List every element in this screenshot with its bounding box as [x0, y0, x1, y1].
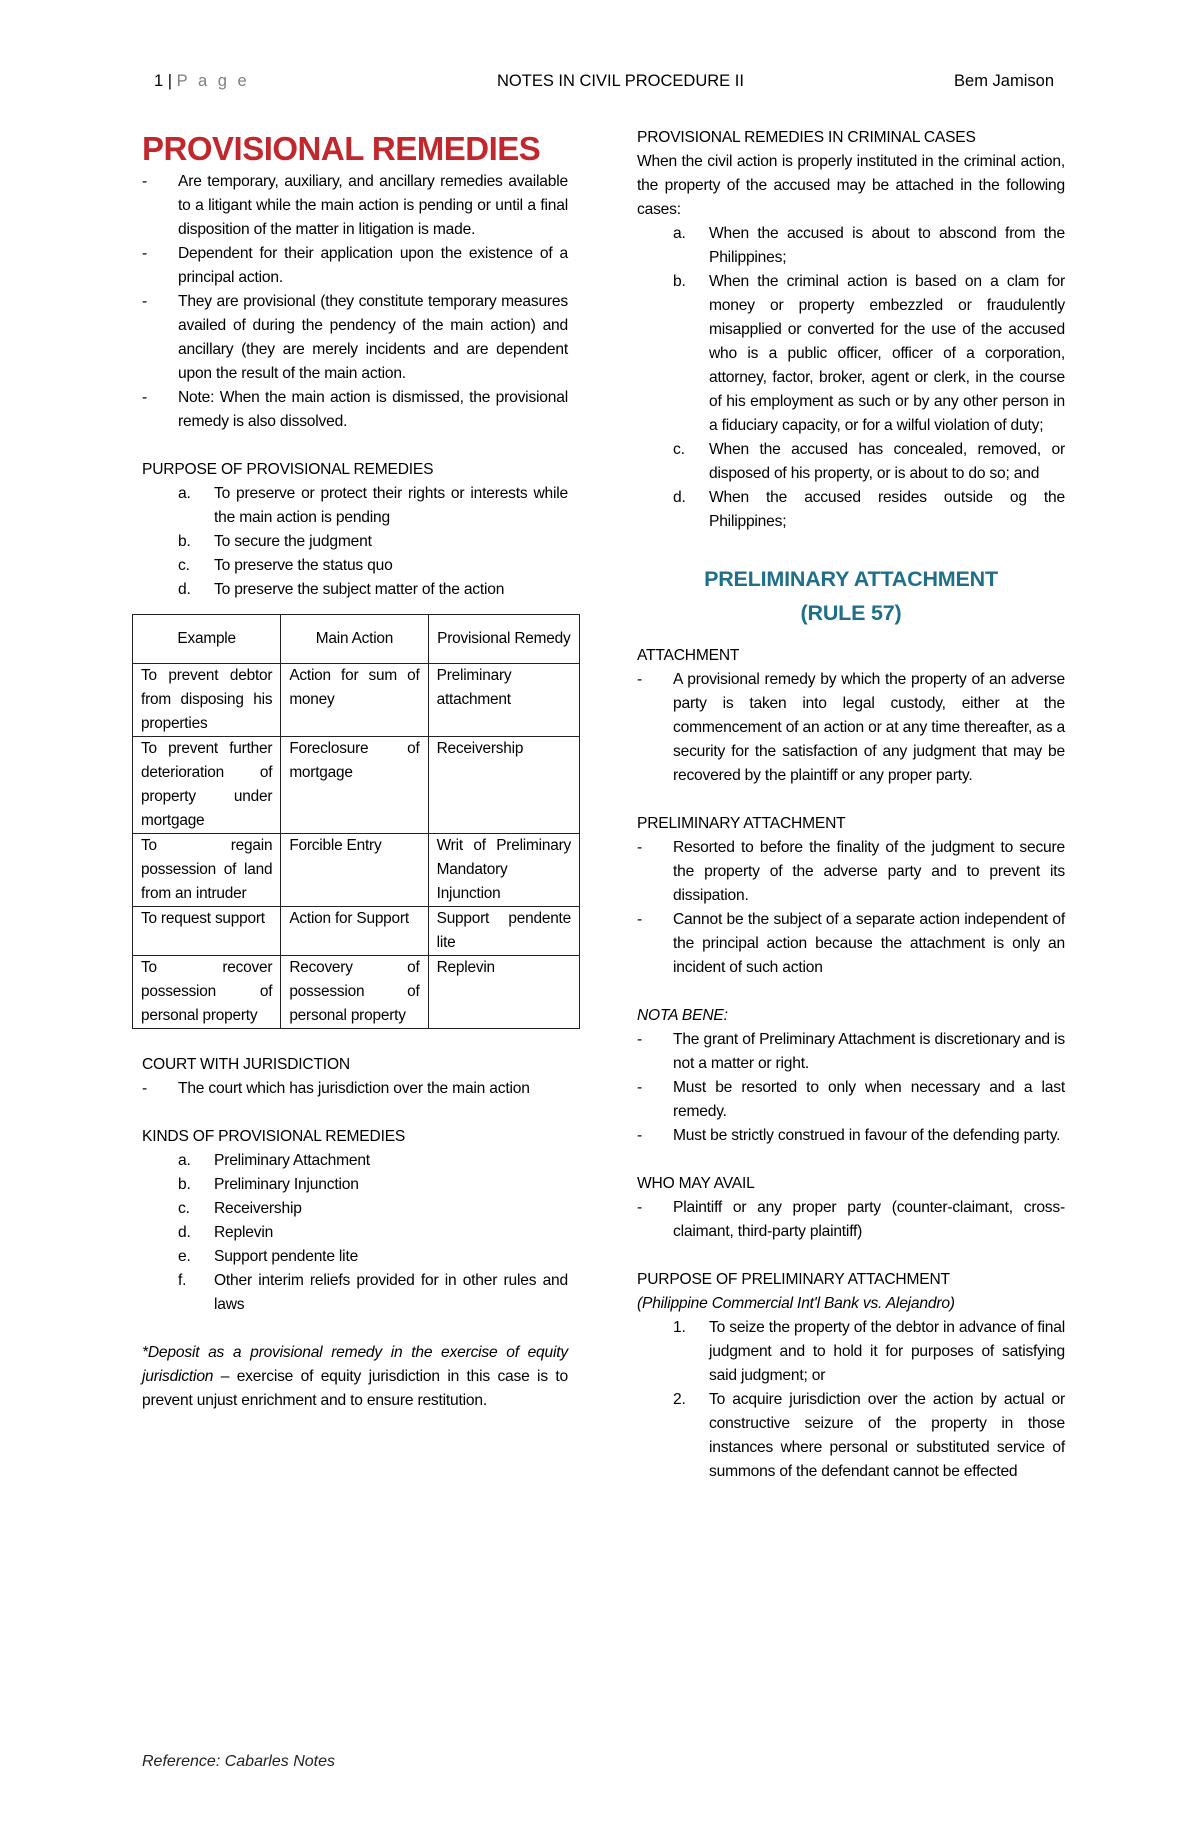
section-subtitle: (RULE 57)	[800, 601, 902, 625]
list-item: - Resorted to before the finality of the judgment to secure the property of the adverse party and to prevent its dissipation.	[637, 836, 1065, 908]
list-item	[637, 1388, 1065, 1484]
avail-list	[637, 1196, 1065, 1244]
table-cell: Action for sum of money	[281, 664, 428, 737]
section-heading: PROVISIONAL REMEDIES IN CRIMINAL CASES	[637, 129, 976, 146]
remedy-table	[132, 614, 580, 1029]
left-column	[141, 128, 571, 1413]
list-text: When the accused is about to abscond from the Philippines;	[709, 225, 1065, 266]
table-cell: Receivership	[428, 737, 579, 834]
page-number: 1	[154, 72, 164, 90]
list-item: - Dependent for their application upon the existence of a principal action.	[142, 242, 568, 290]
list-item	[637, 486, 1065, 534]
table-cell: To prevent debtor from disposing his properties	[133, 664, 281, 737]
list-text: To preserve the subject matter of the action	[214, 581, 505, 598]
nota-list	[637, 1028, 1065, 1148]
list-item: - Must be strictly construed in favour of the defending party.	[637, 1124, 1065, 1148]
list-text: To secure the judgment	[214, 533, 372, 550]
list-text: Other interim reliefs provided for in other rules and laws	[214, 1272, 568, 1313]
document-title: NOTES IN CIVIL PROCEDURE II	[497, 72, 744, 90]
list-marker: d.	[178, 1224, 191, 1241]
page-footer: Reference: Cabarles Notes	[142, 1753, 335, 1770]
author-name: Bem Jamison	[954, 72, 1054, 90]
list-item	[142, 554, 568, 578]
list-text: Preliminary Attachment	[214, 1152, 370, 1169]
list-item	[142, 1269, 568, 1317]
table-cell: Preliminary attachment	[428, 664, 579, 737]
list-marker: d.	[673, 489, 686, 506]
main-title: PROVISIONAL REMEDIES	[142, 130, 541, 167]
table-header-cell: Provisional Remedy	[428, 615, 579, 664]
list-item: - Plaintiff or any proper party (counter-claimant, cross-claimant, third-party plaintiff)	[637, 1196, 1065, 1244]
list-item	[142, 578, 568, 602]
table-cell: Foreclosure of mortgage	[281, 737, 428, 834]
list-item: - The grant of Preliminary Attachment is discretionary and is not a matter or right.	[637, 1028, 1065, 1076]
list-marker: a.	[178, 485, 191, 502]
list-item	[142, 482, 568, 530]
list-text: Support pendente lite	[214, 1248, 359, 1265]
table-row	[133, 834, 580, 907]
list-text: Receivership	[214, 1200, 302, 1217]
page-word: P a g e	[176, 72, 250, 90]
list-item: - They are provisional (they constitute temporary measures availed of during the pendency of the main action) and ancillary (they are merely incidents and are dependent upon the result of the main action.	[142, 290, 568, 386]
list-item: - Are temporary, auxiliary, and ancillary remedies available to a litigant while the main action is pending or until a final disposition of the matter in litigation is made.	[142, 170, 568, 242]
right-column	[637, 126, 1065, 1484]
table-row	[133, 664, 580, 737]
prelim-list	[637, 836, 1065, 980]
list-text: When the accused has concealed, removed, or disposed of his property, or is about to do so; and	[709, 441, 1065, 482]
table-cell: Support pendente lite	[428, 907, 579, 956]
court-list	[142, 1077, 568, 1101]
section-heading: COURT WITH JURISDICTION	[142, 1056, 350, 1073]
intro-list	[142, 170, 568, 434]
deposit-note-italic: *Deposit as a provisional remedy in the exercise of equity jurisdiction	[142, 1344, 568, 1385]
table-row	[133, 956, 580, 1029]
list-item	[142, 1197, 568, 1221]
section-heading: PRELIMINARY ATTACHMENT	[637, 815, 846, 832]
list-marker: b.	[178, 533, 191, 550]
table-cell: Forcible Entry	[281, 834, 428, 907]
paragraph: When the civil action is properly instituted in the criminal action, the property of the accused may be attached in the following cases:	[637, 153, 1065, 218]
list-marker: b.	[673, 273, 686, 290]
section-heading: KINDS OF PROVISIONAL REMEDIES	[142, 1128, 406, 1145]
table-header-cell: Example	[133, 615, 281, 664]
list-text: To acquire jurisdiction over the action by actual or constructive seizure of the property in those instances where personal or substituted service of summons of the defendant cannot be effected	[709, 1391, 1065, 1480]
list-item: - The court which has jurisdiction over the main action	[142, 1077, 568, 1101]
list-item: - Must be resorted to only when necessary and a last remedy.	[637, 1076, 1065, 1124]
section-title: PRELIMINARY ATTACHMENT	[704, 567, 998, 591]
list-text: To seize the property of the debtor in advance of final judgment and to hold it for purposes of satisfying said judgment; or	[709, 1319, 1065, 1384]
list-marker: c.	[178, 557, 190, 574]
list-item	[637, 438, 1065, 486]
kinds-list	[142, 1149, 568, 1317]
list-marker: a.	[673, 225, 686, 242]
list-text: To preserve the status quo	[214, 557, 393, 574]
table-header-cell: Main Action	[281, 615, 428, 664]
list-text: Preliminary Injunction	[214, 1176, 359, 1193]
list-item	[142, 530, 568, 554]
table-row	[133, 907, 580, 956]
list-item	[637, 222, 1065, 270]
table-cell: Replevin	[428, 956, 579, 1029]
list-item: - Note: When the main action is dismissed, the provisional remedy is also dissolved.	[142, 386, 568, 434]
table-cell: Recovery of possession of personal property	[281, 956, 428, 1029]
list-text: When the accused resides outside og the Philippines;	[709, 489, 1065, 530]
list-text: When the criminal action is based on a clam for money or property embezzled or fraudulently misapplied or converted for the use of the accused who is a public officer, officer of a corporation, attorney, factor, broker, agent or clerk, in the course of his employment as such or by any other person in a fiduciary capacity, or for a wilful violation of duty;	[709, 273, 1065, 434]
list-marker: b.	[178, 1176, 191, 1193]
list-item	[637, 270, 1065, 438]
table-cell: To recover possession of personal property	[133, 956, 281, 1029]
list-marker: c.	[178, 1200, 190, 1217]
list-marker: f.	[178, 1272, 187, 1289]
list-item	[142, 1149, 568, 1173]
deposit-note	[142, 1341, 568, 1413]
section-heading: NOTA BENE:	[637, 1007, 728, 1024]
case-citation: (Philippine Commercial Int'l Bank vs. Alejandro)	[637, 1295, 955, 1312]
table-row	[133, 737, 580, 834]
list-item	[142, 1173, 568, 1197]
table-header-row	[133, 615, 580, 664]
purpose-pa-list	[637, 1316, 1065, 1484]
list-marker: d.	[178, 581, 191, 598]
list-marker: a.	[178, 1152, 191, 1169]
list-marker: c.	[673, 441, 685, 458]
deposit-note-text: – exercise of equity jurisdiction in this case is to prevent unjust enrichment and to ensure restitution.	[142, 1368, 568, 1409]
criminal-cases-list	[637, 222, 1065, 534]
section-heading: PURPOSE OF PRELIMINARY ATTACHMENT	[637, 1271, 950, 1288]
table-cell: To prevent further deterioration of property under mortgage	[133, 737, 281, 834]
attachment-list	[637, 668, 1065, 788]
list-text: To preserve or protect their rights or interests while the main action is pending	[214, 485, 568, 526]
table-cell: To request support	[133, 907, 281, 956]
section-heading: WHO MAY AVAIL	[637, 1175, 755, 1192]
list-marker: 1.	[673, 1319, 686, 1336]
list-item	[637, 1316, 1065, 1388]
page-header	[142, 72, 1058, 96]
section-heading: ATTACHMENT	[637, 647, 740, 664]
list-marker: 2.	[673, 1391, 686, 1408]
table-cell: Action for Support	[281, 907, 428, 956]
page-separator: |	[167, 72, 173, 90]
list-item	[142, 1245, 568, 1269]
page-number-label	[154, 72, 250, 91]
list-text: Replevin	[214, 1224, 274, 1241]
table-cell: Writ of Preliminary Mandatory Injunction	[428, 834, 579, 907]
purpose-list	[142, 482, 568, 602]
list-item: - A provisional remedy by which the property of an adverse party is taken into legal custody, either at the commencement of an action or at any time thereafter, as a security for the satisfaction of any judgment that may be recovered by the plaintiff or any proper party.	[637, 668, 1065, 788]
list-item: - Cannot be the subject of a separate action independent of the principal action because the attachment is only an incident of such action	[637, 908, 1065, 980]
table-cell: To regain possession of land from an intruder	[133, 834, 281, 907]
list-item	[142, 1221, 568, 1245]
list-marker: e.	[178, 1248, 191, 1265]
section-heading: PURPOSE OF PROVISIONAL REMEDIES	[142, 461, 434, 478]
